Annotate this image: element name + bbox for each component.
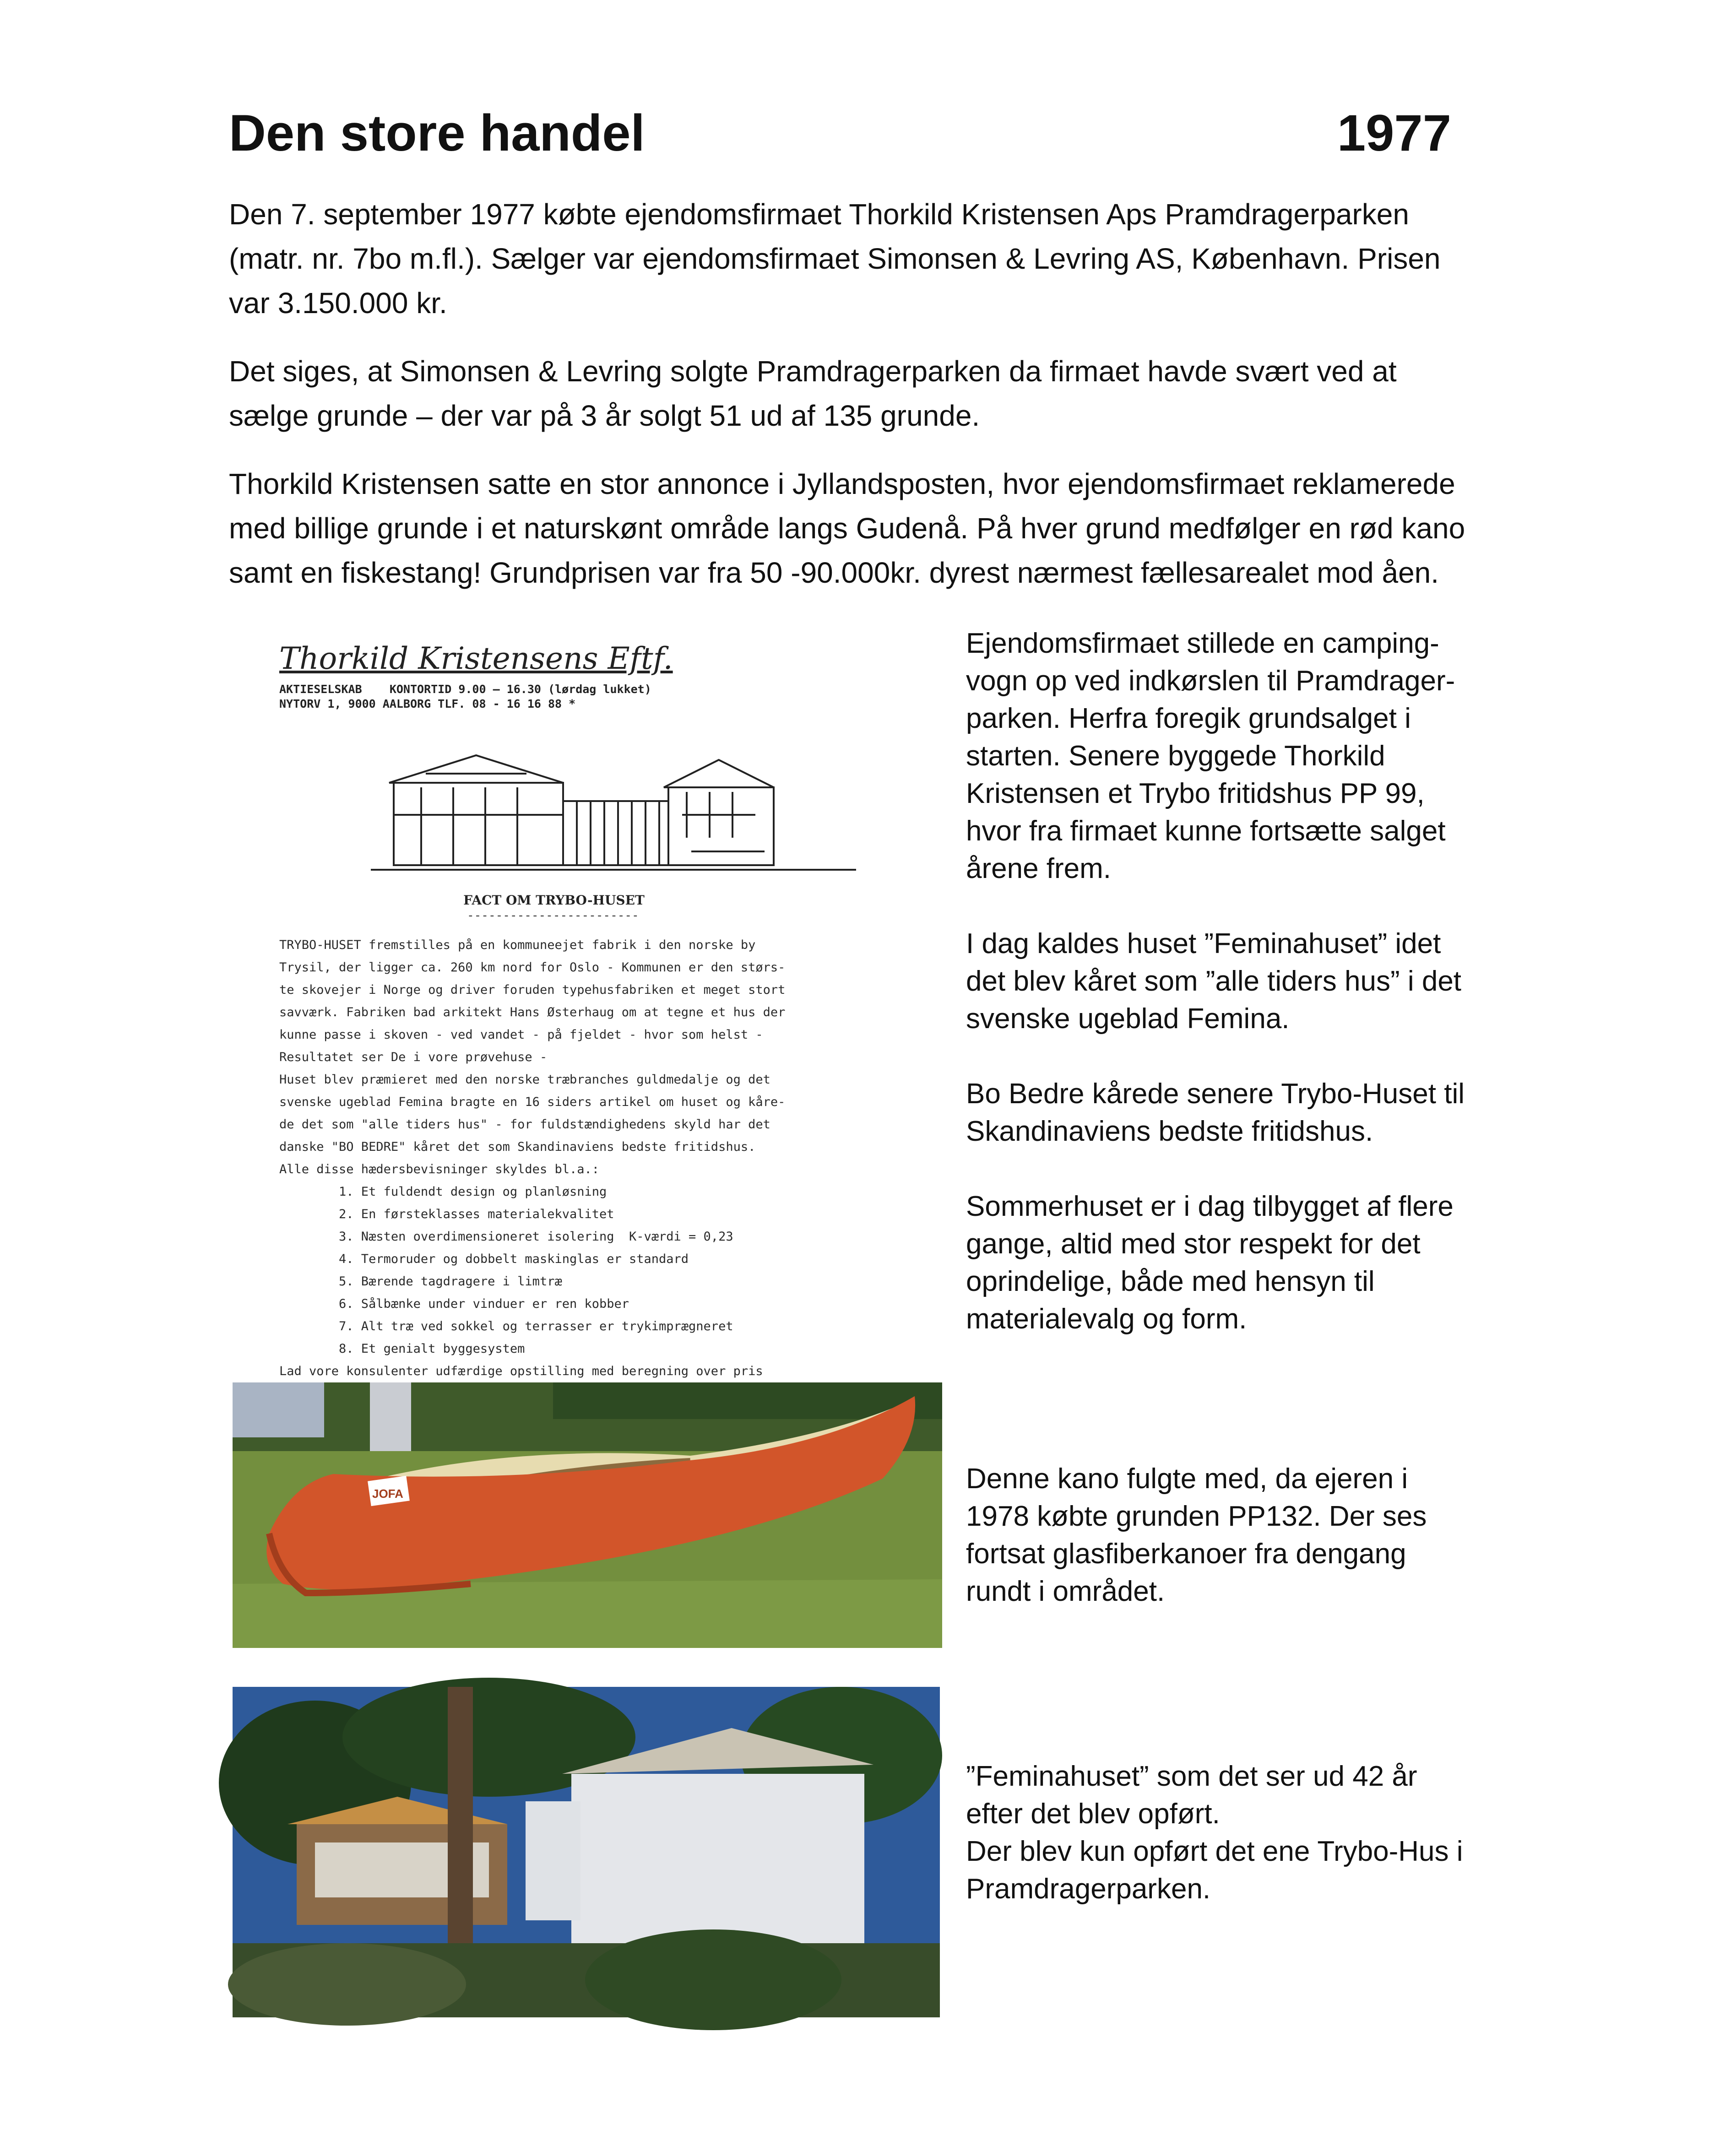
house-illustration (233, 1687, 940, 2017)
canoe-caption-text: Denne kano fulgte med, da ejeren i 1978 købte grunden PP132. Der ses fortsat glasfiberkanoer fra dengang rundt i området. (966, 1463, 1427, 1607)
house-photo (233, 1687, 940, 2017)
title-row (229, 96, 1451, 169)
canoe-illustration (233, 1382, 942, 1648)
house-caption (966, 1758, 1474, 1908)
side-paragraph-4: Sommerhuset er i dag tilbygget af flere gange, altid med stor respekt for det oprindelige, både med hensyn til materialevalg og form. (966, 1191, 1454, 1335)
ad-address: AKTIESELSKAB KONTORTID 9.00 – 16.30 (lørdag lukket) NYTORV 1, 9000 AALBORG TLF. 08 - 16 16 88 * (279, 683, 651, 710)
canoe-photo (233, 1382, 942, 1648)
house-caption-1: ”Feminahuset” som det ser ud 42 år efter det blev opført. (966, 1761, 1417, 1830)
side-paragraph-1: Ejendomsfirmaet stillede en camping-vogn op ved indkørslen til Pramdrager-parken. Herfra foregik grundsalget i starten. Senere byggede Thorkild Kristensen et Trybo fritidshus PP 99, hvor fra firmaet kunne fortsætte salget årene frem. (966, 628, 1455, 884)
canoe-sticker: JOFA (372, 1487, 403, 1501)
side-paragraph-3: Bo Bedre kårede senere Trybo-Huset til Skandinaviens bedste fritidshus. (966, 1078, 1465, 1147)
canoe-caption (966, 1460, 1470, 1610)
ad-underline: ------------------------ (467, 909, 639, 922)
intro-paragraph-3: Thorkild Kristensen satte en stor annonce i Jyllandsposten, hvor ejendomsfirmaet reklamerede med billige grunde i et naturskønt område langs Gudenå. På hver grund medfølger en rød kano samt en fiskestang! Grundprisen var fra 50 -90.000kr. dyrest nærmest fællesarealet mod åen. (229, 467, 1465, 589)
house-caption-2: Der blev kun opført det ene Trybo-Hus i Pramdragerparken. (966, 1836, 1463, 1905)
house-drawing (362, 746, 865, 883)
ad-body-text: TRYBO-HUSET fremstilles på en kommuneejet fabrik i den norske by Trysil, der ligger ca. 260 km nord for Oslo - Kommunen er den størs- te skovejer i Norge og driver foruden typehusfabriken et meget stort savværk. Fabriken bad arkitekt Hans Østerhaug om at tegne et hus der kunne passe i skoven - ved vandet - på fjeldet - hvor som helst - Resultatet ser De i vore prøvehuse - Huset blev præmieret med den norske træbranches guldmedalje og det svenske ugeblad Femina bragte en 16 siders artikel om huset og kåre- de det som "alle tiders hus" - for fuldstændighedens skyld har det danske "BO BEDRE" kåret det som Skandinaviens bedste fritidshus. Alle disse hædersbevisninger skyldes bl.a.: 1. Et fuldendt design og planløsning 2. En førsteklasses materialekvalitet 3. Næsten overdimensioneret isolering K-værdi = 0,23 4. Termoruder og dobbelt maskinglas er standard 5. Bærende tagdragere i limtræ 6. Sålbænke under vinduer er ren kobber 7. Alt træ ved sokkel og terrasser er trykimprægneret 8. Et genialt byggesystem Lad vore konsulenter udfærdige opstilling med beregning over pris (279, 938, 786, 1378)
advertisement-scan (229, 623, 879, 1378)
intro-paragraph-2: Det siges, at Simonsen & Levring solgte Pramdragerparken da firmaet havde svært ved at sælge grunde – der var på 3 år solgt 51 ud af 135 grunde. (229, 355, 1397, 432)
page-title: Den store handel (229, 104, 645, 162)
ad-side-text (966, 625, 1479, 1338)
ad-fact-heading: FACT OM TRYBO-HUSET (463, 893, 645, 908)
ad-firm-name: Thorkild Kristensens Eftf. (279, 641, 673, 676)
intro-text (229, 192, 1474, 619)
page-year: 1977 (1337, 104, 1451, 162)
side-paragraph-2: I dag kaldes huset ”Feminahuset” idet det blev kåret som ”alle tiders hus” i det svenske ugeblad Femina. (966, 928, 1462, 1035)
intro-paragraph-1: Den 7. september 1977 købte ejendomsfirmaet Thorkild Kristensen Aps Pramdragerparken (matr. nr. 7bo m.fl.). Sælger var ejendomsfirmaet Simonsen & Levring AS, København. Prisen var 3.150.000 kr. (229, 198, 1441, 320)
